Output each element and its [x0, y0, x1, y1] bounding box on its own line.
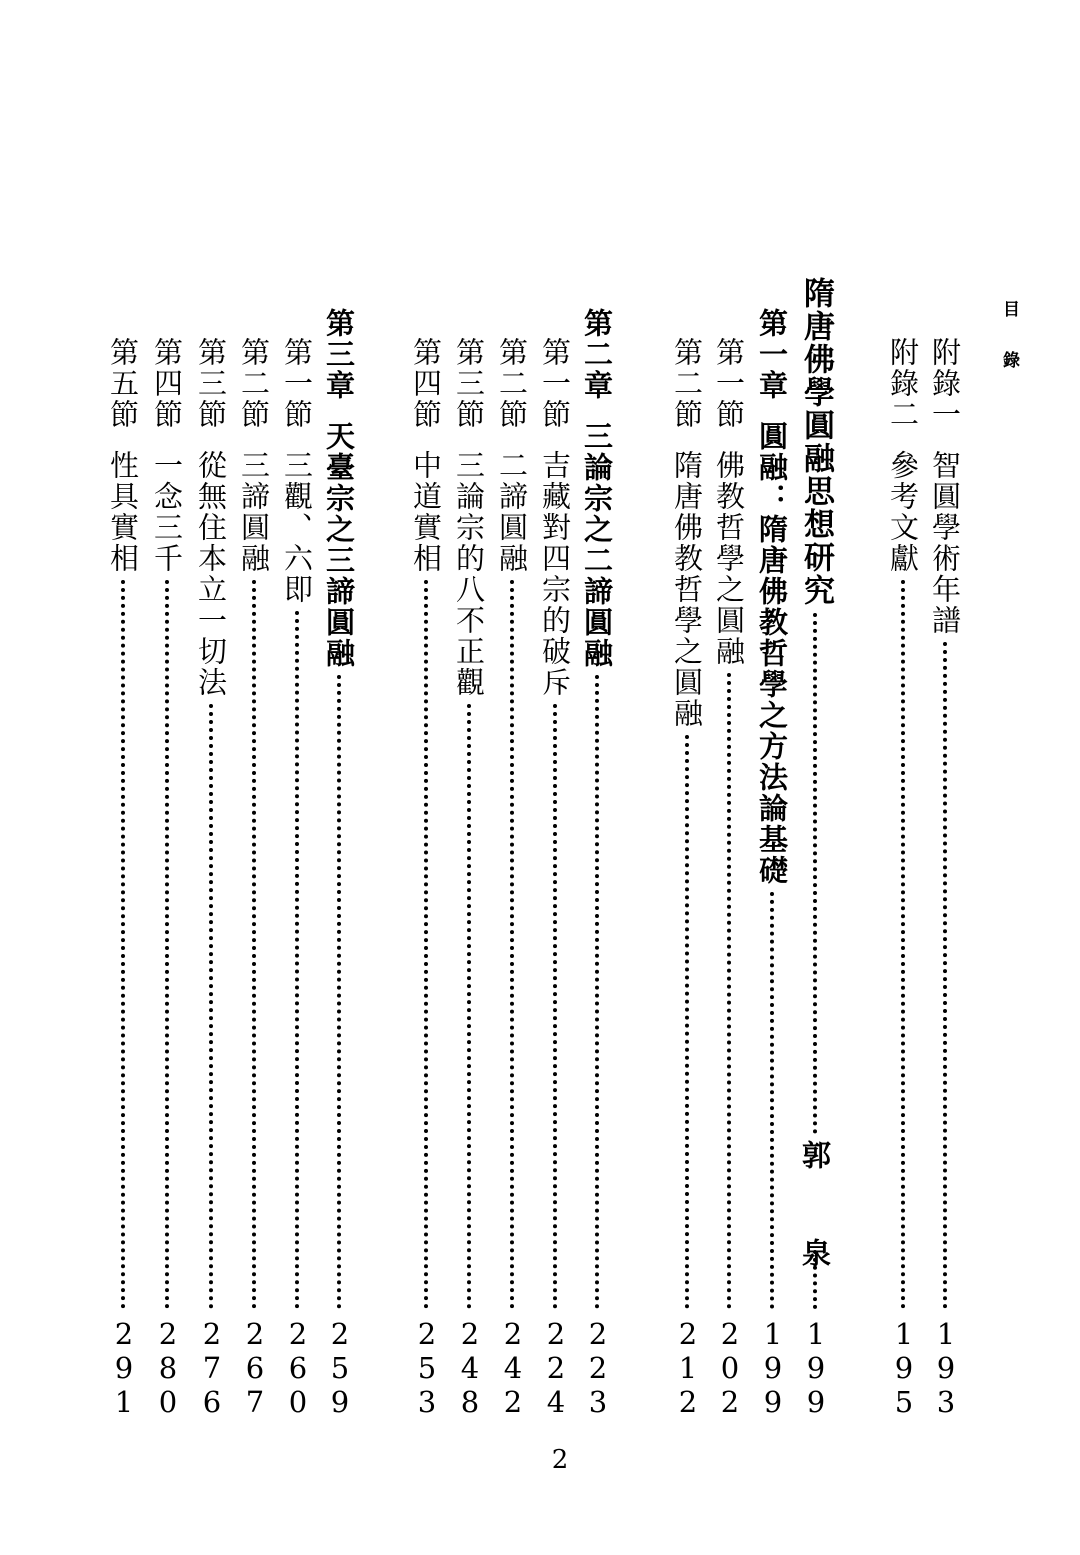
- leader-dots: [943, 642, 947, 1309]
- leader-dots: [510, 580, 514, 1309]
- leader-dots: [813, 613, 817, 1134]
- toc-entry-title: 吉藏對四宗的破斥: [538, 450, 572, 698]
- page-number: 2: [551, 1445, 569, 1475]
- toc-entry-page: 223: [581, 1317, 615, 1419]
- leader-dots: [252, 580, 256, 1309]
- toc-entry-title: 中道實相: [409, 450, 443, 574]
- leader-dots: [424, 580, 428, 1309]
- toc-entry-label: 第一章: [755, 308, 789, 401]
- toc-entry-title: 佛教哲學之圓融: [712, 450, 746, 667]
- running-header: 目 錄: [999, 300, 1019, 368]
- toc-entry-label: 附錄二: [886, 337, 920, 430]
- leader-dots: [813, 1250, 817, 1309]
- toc-entry-label: 第一節: [712, 337, 746, 430]
- toc-entry-title: 三觀、六即: [280, 450, 314, 605]
- toc-entry-page: 259: [323, 1317, 357, 1419]
- toc-entry-title: 性具實相: [106, 450, 140, 574]
- leader-dots: [553, 704, 557, 1309]
- toc-entry-author: 郭 泉: [798, 1140, 832, 1287]
- toc-entry-title: 三論宗之二諦圓融: [580, 421, 614, 669]
- toc-entry-label: 第三節: [452, 337, 486, 430]
- leader-dots: [727, 673, 731, 1309]
- toc-entry-label: 第二節: [495, 337, 529, 430]
- toc-entry-page: 212: [671, 1317, 705, 1419]
- toc-entry-label: 第二章: [580, 308, 614, 401]
- toc-entry-label: 第五節: [106, 337, 140, 430]
- toc-entry-page: 291: [107, 1317, 141, 1419]
- toc-entry-title: 智圓學術年譜: [928, 450, 962, 636]
- toc-entry-label: 第二節: [237, 337, 271, 430]
- toc-entry-label: 第一節: [538, 337, 572, 430]
- toc-entry-title: 二諦圓融: [495, 450, 529, 574]
- toc-entry-page: 195: [887, 1317, 921, 1419]
- toc-entry-page: 202: [713, 1317, 747, 1419]
- toc-entry-label: 第三節: [194, 337, 228, 430]
- leader-dots: [595, 675, 599, 1309]
- toc-entry-title: 隋唐佛學圓融思想研究: [798, 277, 834, 607]
- leader-dots: [295, 611, 299, 1309]
- toc-entry-page: 199: [756, 1317, 790, 1419]
- leader-dots: [770, 892, 774, 1309]
- toc-entry-title: 隋唐佛教哲學之圓融: [670, 450, 704, 729]
- toc-entry-title: 天臺宗之三諦圓融: [322, 421, 356, 669]
- leader-dots: [121, 580, 125, 1309]
- toc-entry-page: 248: [453, 1317, 487, 1419]
- leader-dots: [901, 580, 905, 1309]
- toc-entry-page: 242: [496, 1317, 530, 1419]
- toc-entry-page: 193: [929, 1317, 963, 1419]
- toc-entry-page: 224: [539, 1317, 573, 1419]
- toc-entry-page: 276: [195, 1317, 229, 1419]
- toc-entry-page: 267: [238, 1317, 272, 1419]
- toc-entry-title: 三論宗的八不正觀: [452, 450, 486, 698]
- leader-dots: [209, 704, 213, 1309]
- toc-entry-page: 260: [281, 1317, 315, 1419]
- toc-entry-title: 參考文獻: [886, 450, 920, 574]
- leader-dots: [165, 580, 169, 1309]
- toc-entry-label: 第四節: [409, 337, 443, 430]
- toc-entry-page: 280: [151, 1317, 185, 1419]
- toc-entry-title: 從無住本立一切法: [194, 450, 228, 698]
- toc-entry-title: 圓融：隋唐佛教哲學之方法論基礎: [755, 421, 789, 886]
- toc-entry-label: 第二節: [670, 337, 704, 430]
- leader-dots: [685, 735, 689, 1309]
- toc-entry-label: 附錄一: [928, 337, 962, 430]
- leader-dots: [337, 675, 341, 1309]
- leader-dots: [467, 704, 471, 1309]
- toc-entry-title: 三諦圓融: [237, 450, 271, 574]
- toc-entry-label: 第四節: [150, 337, 184, 430]
- toc-entry-label: 第三章: [322, 308, 356, 401]
- toc-entry-label: 第一節: [280, 337, 314, 430]
- toc-entry-page: 253: [410, 1317, 444, 1419]
- toc-entry-title: 一念三千: [150, 450, 184, 574]
- toc-entry-page: 199: [799, 1317, 833, 1419]
